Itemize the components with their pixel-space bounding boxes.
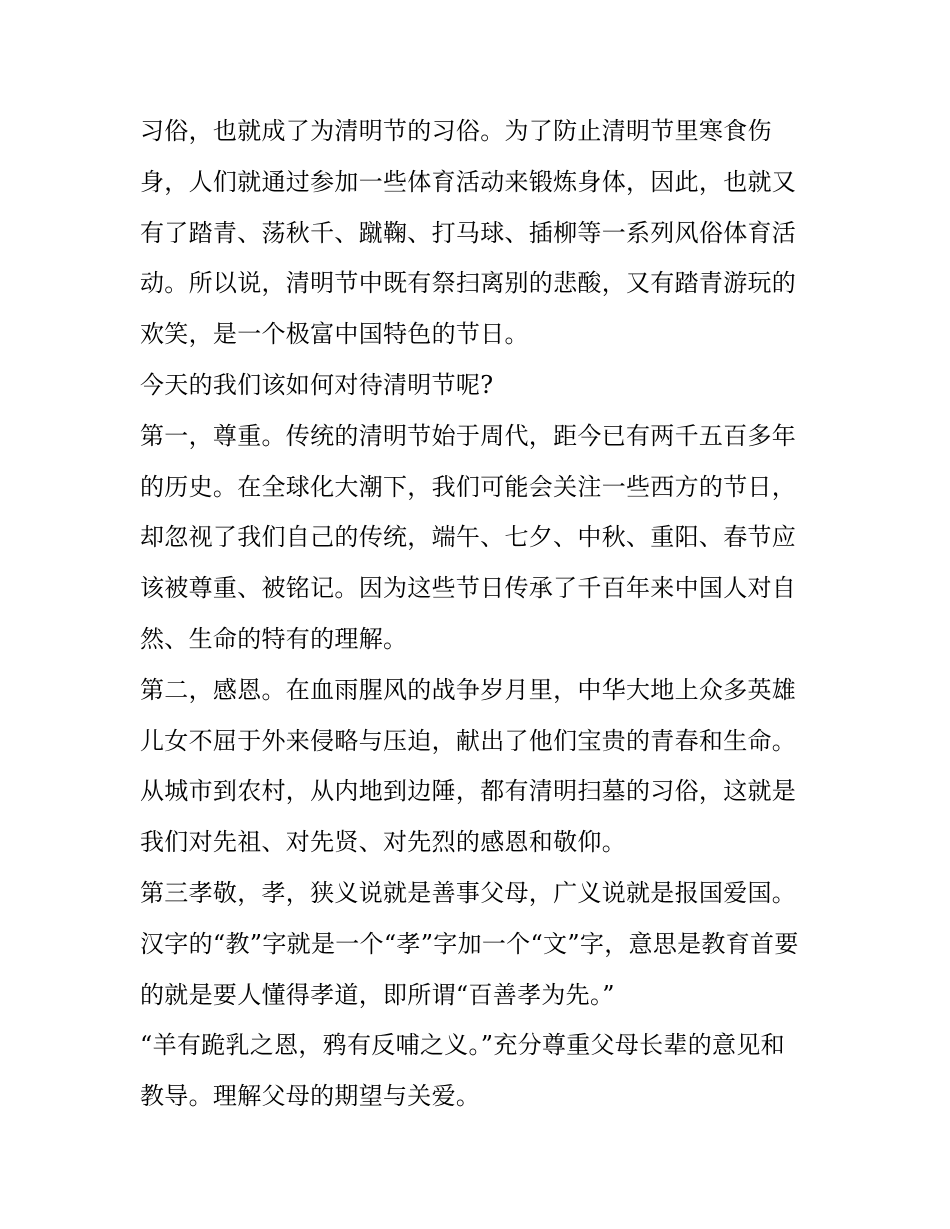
text-line: 汉字的“教”字就是一个“孝”字加一个“文”字，意思是教育首要 <box>140 929 799 958</box>
text-line: 我们对先祖、对先贤、对先烈的感恩和敬仰。 <box>140 828 626 857</box>
text-line: 有了踏青、荡秋千、蹴鞠、打马球、插柳等一系列风俗体育活 <box>140 218 797 247</box>
text-line: 第二，感恩。在血雨腥风的战争岁月里，中华大地上众多英雄 <box>140 675 797 704</box>
text-line: 动。所以说，清明节中既有祭扫离别的悲酸，又有踏青游玩的 <box>140 269 797 298</box>
text-line: “羊有跪乳之恩，鸦有反哺之义。”充分尊重父母长辈的意见和 <box>140 1031 785 1060</box>
text-line: 欢笑，是一个极富中国特色的节日。 <box>140 320 529 349</box>
text-line: 第三孝敬，孝，狭义说就是善事父母，广义说就是报国爱国。 <box>140 878 797 907</box>
text-line: 习俗，也就成了为清明节的习俗。为了防止清明节里寒食伤 <box>140 117 772 145</box>
text-line: 然、生命的特有的理解。 <box>140 624 408 653</box>
text-line: 第一，尊重。传统的清明节始于周代，距今已有两千五百多年 <box>140 421 797 450</box>
question-heading: 今天的我们该如何对待清明节呢? <box>140 370 494 399</box>
text-line: 身，人们就通过参加一些体育活动来锻炼身体，因此，也就又 <box>140 167 797 196</box>
text-line: 该被尊重、被铭记。因为这些节日传承了千百年来中国人对自 <box>140 574 797 603</box>
text-line: 却忽视了我们自己的传统，端午、七夕、中秋、重阳、春节应 <box>140 523 797 552</box>
text-line: 的历史。在全球化大潮下，我们可能会关注一些西方的节日， <box>140 472 797 501</box>
text-line: 的就是要人懂得孝道，即所谓“百善孝为先。” <box>140 980 615 1009</box>
text-line: 儿女不屈于外来侵略与压迫，献出了他们宝贵的青春和生命。 <box>140 726 797 755</box>
text-line: 教导。理解父母的期望与关爱。 <box>140 1082 481 1111</box>
text-line: 从城市到农村，从内地到边陲，都有清明扫墓的习俗，这就是 <box>140 777 797 806</box>
document-body <box>140 106 820 1122</box>
